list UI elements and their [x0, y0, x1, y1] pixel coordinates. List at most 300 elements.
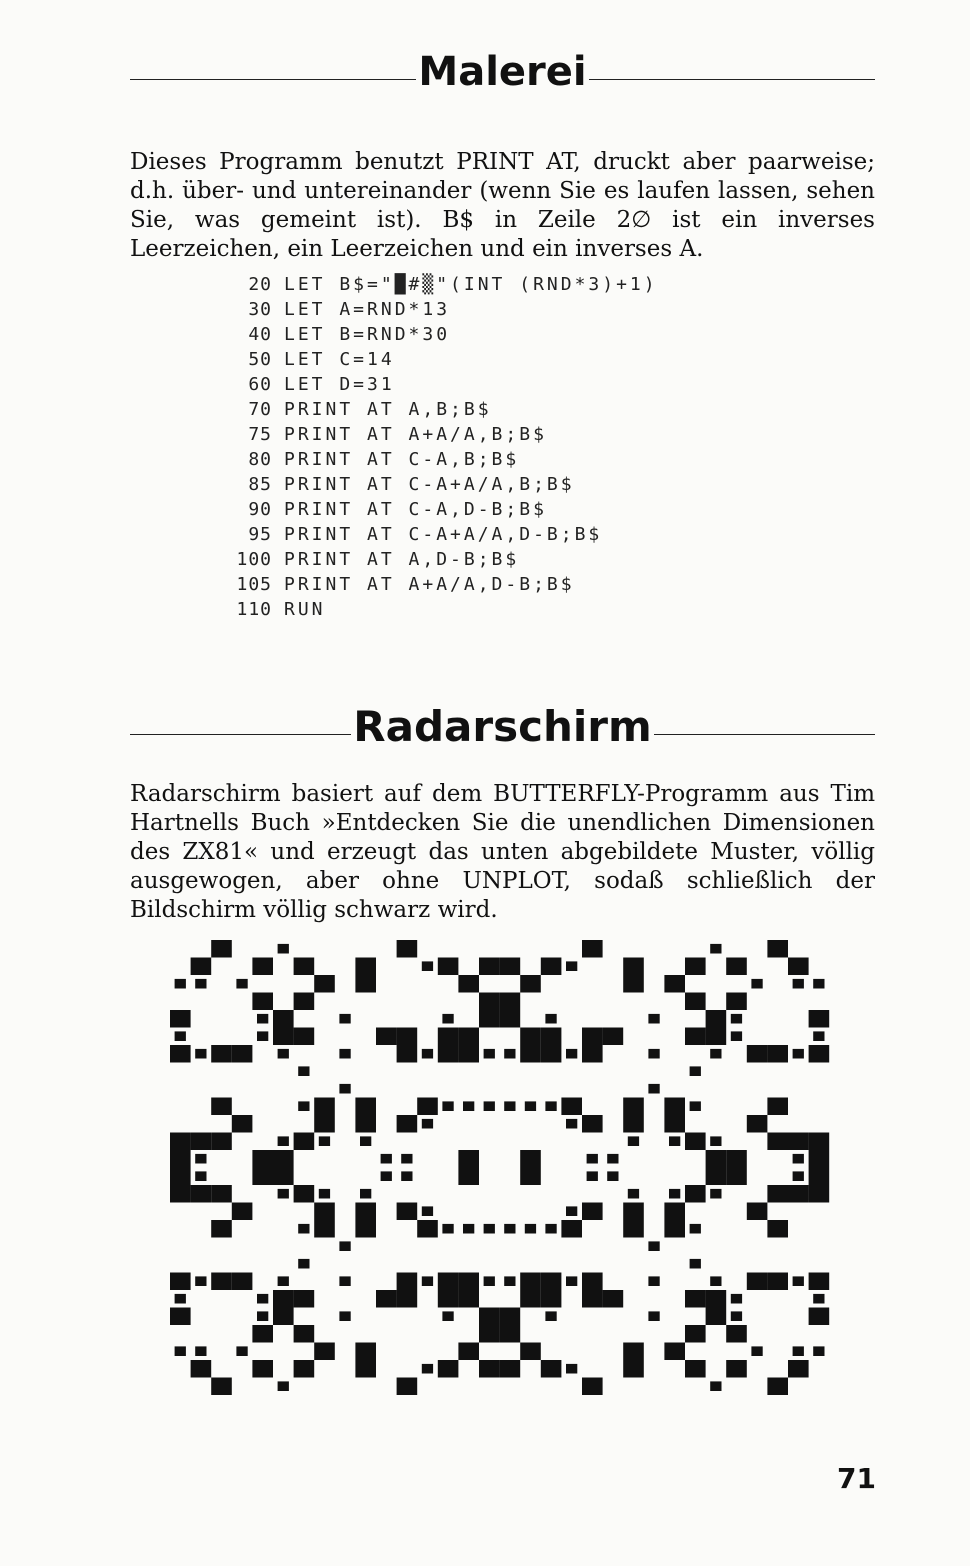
pattern-block	[232, 1203, 253, 1221]
pattern-block	[623, 975, 644, 993]
pattern-block	[500, 1325, 521, 1343]
pattern-block	[397, 1045, 418, 1063]
pattern-block	[191, 1185, 212, 1203]
pattern-block	[504, 1101, 515, 1111]
pattern-block	[520, 1290, 541, 1308]
pattern-block	[401, 1171, 412, 1181]
pattern-block	[236, 1346, 247, 1356]
pattern-block	[278, 944, 289, 954]
pattern-block	[731, 1294, 742, 1304]
pattern-block	[191, 1133, 212, 1151]
pattern-block	[607, 1154, 618, 1164]
code-line	[222, 397, 658, 422]
pattern-block	[690, 1224, 701, 1234]
statement: PRINT AT A+A/A,B;B$	[284, 424, 547, 445]
pattern-block	[607, 1171, 618, 1181]
line-number: 70	[248, 399, 272, 420]
pattern-block	[314, 1220, 335, 1238]
pattern-block	[278, 1276, 289, 1286]
pattern-block	[479, 1308, 500, 1326]
pattern-block	[257, 1311, 268, 1321]
pattern-block	[747, 1115, 768, 1133]
pattern-block	[252, 1325, 273, 1343]
pattern-block	[257, 1031, 268, 1041]
pattern-block	[170, 1010, 191, 1028]
radarschirm-paragraph: Radarschirm basiert auf dem BUTTERFLY-Programm aus Tim Hartnells Buch »Entdecken Sie die unendlichen Dimensionen des ZX81« und erzeugt das unten abgebildete Muster, völlig ausgewogen, aber ohne UNPLOT, sodaß schließlich der Bildschirm völlig schwarz wird.	[130, 781, 875, 923]
pattern-block	[211, 1220, 232, 1238]
pattern-block	[458, 1028, 479, 1046]
pattern-block	[211, 1045, 232, 1063]
pattern-block	[520, 1028, 541, 1046]
pattern-block	[710, 944, 721, 954]
pattern-block	[195, 1049, 206, 1059]
pattern-block	[500, 993, 521, 1011]
pattern-block	[355, 958, 376, 976]
pattern-block	[504, 1049, 515, 1059]
pattern-block	[767, 1045, 788, 1063]
pattern-block	[211, 1273, 232, 1291]
pattern-block	[484, 1224, 495, 1234]
pattern-block	[669, 1189, 680, 1199]
pattern-block	[438, 1290, 459, 1308]
pattern-block	[710, 1189, 721, 1199]
pattern-block	[623, 1360, 644, 1378]
pattern-block	[561, 1220, 582, 1238]
pattern-block	[355, 1360, 376, 1378]
pattern-block	[339, 1311, 350, 1321]
pattern-block	[442, 1224, 453, 1234]
pattern-block	[236, 979, 247, 989]
pattern-block	[339, 1276, 350, 1286]
pattern-block	[211, 1378, 232, 1396]
pattern-block	[685, 1028, 706, 1046]
pattern-block	[587, 1171, 598, 1181]
statement: LET B$="█#▒"(INT (RND*3)+1)	[284, 274, 658, 295]
pattern-block	[339, 1014, 350, 1024]
pattern-block	[582, 940, 603, 958]
pattern-block	[767, 1378, 788, 1396]
pattern-block	[706, 1168, 727, 1186]
pattern-block	[298, 1101, 309, 1111]
pattern-block	[685, 1325, 706, 1343]
pattern-block	[458, 1168, 479, 1186]
heading-rule-right	[654, 734, 875, 735]
pattern-block	[767, 1185, 788, 1203]
pattern-block	[813, 1294, 824, 1304]
pattern-block	[355, 1098, 376, 1116]
pattern-block	[232, 1045, 253, 1063]
pattern-block	[566, 1364, 577, 1374]
pattern-block	[417, 1098, 438, 1116]
pattern-block	[232, 1273, 253, 1291]
line-number: 100	[236, 549, 272, 570]
pattern-block	[685, 1185, 706, 1203]
radarschirm-title: Radarschirm	[353, 702, 652, 751]
line-number: 40	[248, 324, 272, 345]
pattern-block	[582, 1045, 603, 1063]
pattern-block	[767, 1098, 788, 1116]
pattern-block	[458, 1343, 479, 1361]
pattern-block	[520, 975, 541, 993]
pattern-block	[726, 1168, 747, 1186]
pattern-block	[484, 1276, 495, 1286]
pattern-block	[541, 1045, 562, 1063]
pattern-block	[685, 993, 706, 1011]
pattern-block	[314, 975, 335, 993]
pattern-block	[582, 1290, 603, 1308]
pattern-block	[397, 1290, 418, 1308]
statement: LET B=RND*30	[284, 324, 451, 345]
pattern-block	[710, 1276, 721, 1286]
statement: PRINT AT A+A/A,D-B;B$	[284, 574, 575, 595]
code-line	[222, 272, 658, 297]
pattern-block	[793, 1049, 804, 1059]
pattern-block	[525, 1224, 536, 1234]
pattern-block	[376, 1028, 397, 1046]
pattern-block	[252, 958, 273, 976]
pattern-block	[545, 1014, 556, 1024]
line-number: 75	[248, 424, 272, 445]
statement: LET A=RND*13	[284, 299, 451, 320]
pattern-block	[793, 1276, 804, 1286]
pattern-block	[520, 1045, 541, 1063]
pattern-block	[685, 1133, 706, 1151]
pattern-block	[541, 1360, 562, 1378]
pattern-block	[211, 1098, 232, 1116]
pattern-block	[298, 1259, 309, 1269]
pattern-block	[628, 1136, 639, 1146]
pattern-block	[278, 1136, 289, 1146]
pattern-block	[294, 1133, 315, 1151]
pattern-block	[788, 1133, 809, 1151]
pattern-block	[747, 1203, 768, 1221]
pattern-block	[479, 1360, 500, 1378]
pattern-block	[690, 1101, 701, 1111]
statement: LET D=31	[284, 374, 395, 395]
pattern-block	[726, 1150, 747, 1168]
pattern-block	[397, 1028, 418, 1046]
page-number: 71	[837, 1462, 876, 1495]
pattern-block	[582, 1378, 603, 1396]
pattern-block	[438, 1273, 459, 1291]
pattern-block	[397, 1203, 418, 1221]
pattern-block	[726, 993, 747, 1011]
pattern-block	[648, 1049, 659, 1059]
pattern-block	[397, 1378, 418, 1396]
pattern-block	[726, 958, 747, 976]
pattern-block	[545, 1101, 556, 1111]
pattern-block	[195, 1154, 206, 1164]
pattern-block	[463, 1101, 474, 1111]
malerei-title: Malerei	[418, 49, 587, 95]
pattern-block	[623, 1098, 644, 1116]
pattern-block	[422, 1276, 433, 1286]
pattern-block	[298, 1224, 309, 1234]
pattern-block	[623, 1115, 644, 1133]
pattern-block	[294, 958, 315, 976]
pattern-block	[541, 958, 562, 976]
pattern-block	[442, 1101, 453, 1111]
pattern-block	[767, 1220, 788, 1238]
pattern-block	[685, 958, 706, 976]
pattern-block	[545, 1224, 556, 1234]
pattern-block	[664, 1220, 685, 1238]
pattern-block	[623, 1343, 644, 1361]
code-line	[222, 297, 658, 322]
pattern-block	[252, 1150, 273, 1168]
pattern-block	[664, 1203, 685, 1221]
pattern-block	[294, 1185, 315, 1203]
pattern-block	[422, 1049, 433, 1059]
pattern-block	[438, 1045, 459, 1063]
malerei-heading	[130, 49, 875, 95]
pattern-block	[813, 1346, 824, 1356]
pattern-block	[298, 1066, 309, 1076]
pattern-block	[170, 1185, 191, 1203]
pattern-block	[690, 1066, 701, 1076]
pattern-block	[520, 1168, 541, 1186]
code-line	[222, 547, 658, 572]
pattern-block	[442, 1311, 453, 1321]
pattern-block	[726, 1325, 747, 1343]
malerei-paragraph: Dieses Programm benutzt PRINT AT, druckt aber paarweise; d.h. über- und untereinander (wenn Sie es laufen lassen, sehen Sie, was gemeint ist). B$ in Zeile 2∅ ist ein inverses Leerzeichen, ein Leerzeichen und ein inverses A.	[130, 149, 875, 262]
pattern-block	[566, 1119, 577, 1129]
pattern-block	[422, 1119, 433, 1129]
pattern-block	[479, 993, 500, 1011]
pattern-block	[793, 979, 804, 989]
pattern-block	[355, 975, 376, 993]
pattern-block	[175, 979, 186, 989]
pattern-block	[484, 1049, 495, 1059]
pattern-block	[360, 1189, 371, 1199]
radar-pattern-image	[170, 940, 840, 1400]
line-number: 90	[248, 499, 272, 520]
pattern-block	[458, 1150, 479, 1168]
code-line	[222, 422, 658, 447]
pattern-block	[731, 1031, 742, 1041]
pattern-block	[809, 1185, 830, 1203]
pattern-block	[648, 1014, 659, 1024]
pattern-block	[788, 1185, 809, 1203]
code-line	[222, 322, 658, 347]
statement: PRINT AT A,B;B$	[284, 399, 492, 420]
pattern-block	[706, 1150, 727, 1168]
pattern-block	[706, 1010, 727, 1028]
pattern-block	[355, 1115, 376, 1133]
pattern-block	[669, 1136, 680, 1146]
pattern-block	[458, 1045, 479, 1063]
pattern-block	[479, 958, 500, 976]
pattern-block	[664, 1343, 685, 1361]
pattern-block	[648, 1311, 659, 1321]
pattern-block	[211, 940, 232, 958]
pattern-block	[603, 1290, 624, 1308]
pattern-block	[211, 1185, 232, 1203]
pattern-block	[767, 940, 788, 958]
pattern-block	[520, 1150, 541, 1168]
statement: PRINT AT C-A,D-B;B$	[284, 499, 547, 520]
pattern-block	[706, 1290, 727, 1308]
line-number: 30	[248, 299, 272, 320]
pattern-block	[252, 1168, 273, 1186]
pattern-block	[294, 1360, 315, 1378]
pattern-block	[623, 1203, 644, 1221]
pattern-block	[566, 1206, 577, 1216]
pattern-block	[664, 1115, 685, 1133]
code-line	[222, 597, 658, 622]
pattern-block	[294, 1028, 315, 1046]
pattern-block	[541, 1290, 562, 1308]
pattern-block	[623, 958, 644, 976]
pattern-block	[809, 1133, 830, 1151]
pattern-block	[314, 1098, 335, 1116]
pattern-block	[339, 1241, 350, 1251]
pattern-block	[170, 1133, 191, 1151]
pattern-block	[685, 1360, 706, 1378]
pattern-block	[438, 1360, 459, 1378]
pattern-block	[500, 1360, 521, 1378]
pattern-block	[195, 979, 206, 989]
pattern-block	[458, 1273, 479, 1291]
statement: PRINT AT A,D-B;B$	[284, 549, 520, 570]
pattern-block	[273, 1308, 294, 1326]
pattern-block	[355, 1343, 376, 1361]
pattern-block	[355, 1220, 376, 1238]
pattern-block	[319, 1136, 330, 1146]
line-number: 80	[248, 449, 272, 470]
pattern-block	[484, 1101, 495, 1111]
pattern-block	[623, 1220, 644, 1238]
pattern-block	[170, 1045, 191, 1063]
code-line	[222, 572, 658, 597]
pattern-block	[809, 1045, 830, 1063]
pattern-block	[422, 961, 433, 971]
pattern-block	[500, 1010, 521, 1028]
pattern-block	[175, 1346, 186, 1356]
pattern-block	[278, 1189, 289, 1199]
code-line	[222, 447, 658, 472]
pattern-block	[813, 1031, 824, 1041]
pattern-block	[273, 1290, 294, 1308]
pattern-block	[211, 1133, 232, 1151]
pattern-block	[690, 1259, 701, 1269]
pattern-block	[582, 1115, 603, 1133]
pattern-block	[195, 1346, 206, 1356]
pattern-block	[195, 1171, 206, 1181]
pattern-block	[747, 1273, 768, 1291]
pattern-block	[731, 1311, 742, 1321]
pattern-block	[422, 1206, 433, 1216]
pattern-block	[541, 1273, 562, 1291]
pattern-block	[278, 1049, 289, 1059]
pattern-block	[809, 1308, 830, 1326]
pattern-block	[252, 1360, 273, 1378]
pattern-block	[479, 1010, 500, 1028]
statement: LET C=14	[284, 349, 395, 370]
pattern-block	[566, 1049, 577, 1059]
pattern-block	[731, 1014, 742, 1024]
code-line	[222, 347, 658, 372]
pattern-block	[360, 1136, 371, 1146]
pattern-block	[809, 1010, 830, 1028]
pattern-block	[170, 1273, 191, 1291]
pattern-block	[809, 1168, 830, 1186]
line-number: 110	[236, 599, 272, 620]
line-number: 20	[248, 274, 272, 295]
pattern-block	[582, 1273, 603, 1291]
pattern-block	[273, 1168, 294, 1186]
pattern-block	[195, 1276, 206, 1286]
pattern-block	[278, 1381, 289, 1391]
pattern-block	[438, 1028, 459, 1046]
pattern-block	[500, 1308, 521, 1326]
pattern-block	[767, 1273, 788, 1291]
pattern-block	[479, 1325, 500, 1343]
pattern-block	[339, 1049, 350, 1059]
code-line	[222, 372, 658, 397]
heading-rule-right	[589, 79, 875, 80]
pattern-block	[257, 1294, 268, 1304]
pattern-block	[710, 1049, 721, 1059]
pattern-block	[232, 1115, 253, 1133]
pattern-block	[788, 958, 809, 976]
basic-listing	[222, 272, 658, 622]
pattern-block	[520, 1273, 541, 1291]
pattern-block	[648, 1084, 659, 1094]
pattern-block	[355, 1203, 376, 1221]
pattern-block	[381, 1154, 392, 1164]
pattern-block	[170, 1168, 191, 1186]
pattern-block	[191, 1360, 212, 1378]
pattern-block	[793, 1154, 804, 1164]
line-number: 85	[248, 474, 272, 495]
pattern-block	[747, 1045, 768, 1063]
pattern-block	[587, 1154, 598, 1164]
pattern-block	[314, 1343, 335, 1361]
line-number: 50	[248, 349, 272, 370]
pattern-block	[726, 1360, 747, 1378]
pattern-block	[809, 1150, 830, 1168]
pattern-block	[397, 1273, 418, 1291]
pattern-block	[170, 1308, 191, 1326]
pattern-block	[314, 1115, 335, 1133]
pattern-block	[458, 1290, 479, 1308]
pattern-block	[566, 961, 577, 971]
pattern-block	[422, 1364, 433, 1374]
radarschirm-heading	[130, 702, 875, 751]
pattern-block	[561, 1098, 582, 1116]
pattern-block	[751, 1346, 762, 1356]
code-line	[222, 497, 658, 522]
pattern-block	[397, 1115, 418, 1133]
pattern-block	[525, 1101, 536, 1111]
pattern-block	[793, 1346, 804, 1356]
pattern-block	[252, 993, 273, 1011]
pattern-block	[793, 1171, 804, 1181]
pattern-block	[500, 958, 521, 976]
pattern-block	[813, 979, 824, 989]
code-line	[222, 522, 658, 547]
pattern-block	[706, 1028, 727, 1046]
pattern-block	[257, 1014, 268, 1024]
pattern-block	[294, 1325, 315, 1343]
pattern-block	[175, 1294, 186, 1304]
pattern-block	[294, 1290, 315, 1308]
pattern-block	[788, 1360, 809, 1378]
pattern-block	[442, 1014, 453, 1024]
pattern-block	[648, 1276, 659, 1286]
pattern-block	[706, 1308, 727, 1326]
